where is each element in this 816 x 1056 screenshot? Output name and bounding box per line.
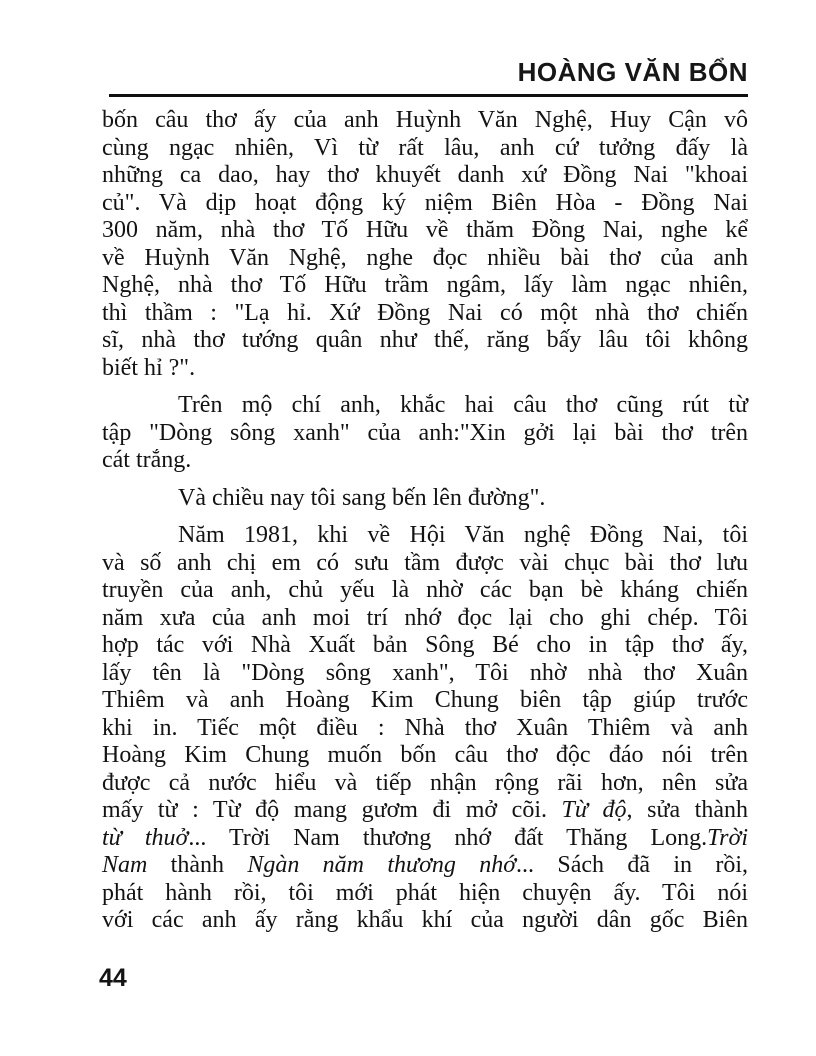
text-line bbox=[102, 577, 748, 605]
text-line bbox=[102, 632, 748, 660]
paragraph bbox=[102, 392, 748, 475]
text-line bbox=[102, 907, 748, 935]
text-line bbox=[102, 770, 748, 798]
text-segment: sĩ, nhà thơ tướng quân như thế, răng bấy lâu tôi không bbox=[102, 327, 748, 354]
text-line bbox=[102, 485, 748, 513]
text-line bbox=[102, 392, 748, 420]
text-segment: thành bbox=[147, 852, 248, 879]
text-line bbox=[102, 880, 748, 908]
text-line bbox=[102, 742, 748, 770]
text-segment: cùng ngạc nhiên, Vì từ rất lâu, anh cứ tưởng đấy là bbox=[102, 134, 748, 161]
text-segment: cát trắng. bbox=[102, 447, 192, 474]
text-line bbox=[102, 420, 748, 448]
text-segment: Thiêm và anh Hoàng Kim Chung biên tập giúp trước bbox=[102, 687, 748, 714]
text-segment: về Huỳnh Văn Nghệ, nghe đọc nhiều bài thơ của anh bbox=[102, 244, 748, 271]
text-line bbox=[102, 107, 748, 135]
paragraph bbox=[102, 107, 748, 382]
italic-text-segment: từ thuở bbox=[102, 824, 189, 851]
text-line bbox=[102, 797, 748, 825]
text-line bbox=[102, 272, 748, 300]
text-line bbox=[102, 825, 748, 853]
text-segment: thì thầm : "Lạ hỉ. Xứ Đồng Nai có một nhà thơ chiến bbox=[102, 299, 748, 326]
text-segment: lấy tên là "Dòng sông xanh", Tôi nhờ nhà thơ Xuân bbox=[102, 659, 748, 686]
text-line bbox=[102, 660, 748, 688]
text-line bbox=[102, 217, 748, 245]
body-text bbox=[102, 107, 748, 935]
page-content bbox=[102, 58, 748, 935]
text-segment: hợp tác với Nhà Xuất bản Sông Bé cho in tập thơ ấy, bbox=[102, 632, 748, 659]
italic-text-segment: Trời bbox=[707, 824, 748, 851]
text-line bbox=[102, 162, 748, 190]
text-segment: Năm 1981, khi về Hội Văn nghệ Đồng Nai, tôi bbox=[178, 522, 748, 549]
text-line bbox=[102, 687, 748, 715]
text-segment: được cả nước hiểu và tiếp nhận rộng rãi hơn, nên sửa bbox=[102, 769, 748, 796]
text-segment: truyền của anh, chủ yếu là nhờ các bạn bè kháng chiến bbox=[102, 577, 748, 604]
text-segment: tập "Dòng sông xanh" của anh:"Xin gởi lại bài thơ trên bbox=[102, 419, 748, 446]
text-line bbox=[102, 135, 748, 163]
paragraph bbox=[102, 522, 748, 935]
text-line bbox=[102, 190, 748, 218]
header-rule bbox=[109, 94, 748, 98]
text-segment: Nghệ, nhà thơ Tố Hữu trầm ngâm, lấy làm ngạc nhiên, bbox=[102, 272, 748, 299]
text-line bbox=[102, 245, 748, 273]
text-segment: ... Trời Nam thương nhớ đất Thăng Long. bbox=[188, 824, 708, 851]
text-segment: năm xưa của anh moi trí nhớ đọc lại cho ghi chép. Tôi bbox=[102, 604, 748, 631]
text-line bbox=[102, 522, 748, 550]
text-line bbox=[102, 715, 748, 743]
text-segment: mấy từ : Từ độ mang gươm đi mở cõi. bbox=[102, 797, 562, 824]
text-segment: Và chiều nay tôi sang bến lên đường". bbox=[178, 484, 546, 511]
text-segment: Hoàng Kim Chung muốn bốn câu thơ độc đáo nói trên bbox=[102, 742, 748, 769]
text-segment: Trên mộ chí anh, khắc hai câu thơ cũng rút từ bbox=[178, 392, 748, 419]
text-line bbox=[102, 852, 748, 880]
running-header-author: HOÀNG VĂN BỔN bbox=[517, 57, 748, 87]
text-line bbox=[102, 447, 748, 475]
text-segment: với các anh ấy rằng khẩu khí của người dân gốc Biên bbox=[102, 907, 748, 934]
text-segment: củ". Và dịp hoạt động ký niệm Biên Hòa - Đồng Nai bbox=[102, 189, 748, 216]
text-segment: bốn câu thơ ấy của anh Huỳnh Văn Nghệ, Huy Cận vô bbox=[102, 107, 748, 134]
text-line bbox=[102, 300, 748, 328]
italic-text-segment: Từ độ bbox=[561, 797, 627, 824]
text-segment: phát hành rồi, tôi mới phát hiện chuyện ấy. Tôi nói bbox=[102, 879, 748, 906]
text-segment: biết hỉ ?". bbox=[102, 354, 196, 381]
italic-text-segment: Ngàn năm thương nhớ bbox=[247, 852, 517, 879]
text-line bbox=[102, 355, 748, 383]
text-segment: ... Sách đã in rồi, bbox=[516, 852, 748, 879]
text-line bbox=[102, 327, 748, 355]
italic-text-segment: Nam bbox=[102, 852, 148, 879]
paragraph bbox=[102, 485, 748, 513]
page-number: 44 bbox=[99, 964, 127, 992]
text-line bbox=[102, 550, 748, 578]
text-segment: và số anh chị em có sưu tầm được vài chục bài thơ lưu bbox=[102, 549, 748, 576]
text-line bbox=[102, 605, 748, 633]
text-segment: những ca dao, hay thơ khuyết danh xứ Đồng Nai "khoai bbox=[102, 162, 748, 189]
text-segment: , sửa thành bbox=[626, 797, 748, 824]
text-segment: 300 năm, nhà thơ Tố Hữu về thăm Đồng Nai, nghe kể bbox=[102, 217, 748, 244]
text-segment: khi in. Tiếc một điều : Nhà thơ Xuân Thiêm và anh bbox=[102, 714, 748, 741]
